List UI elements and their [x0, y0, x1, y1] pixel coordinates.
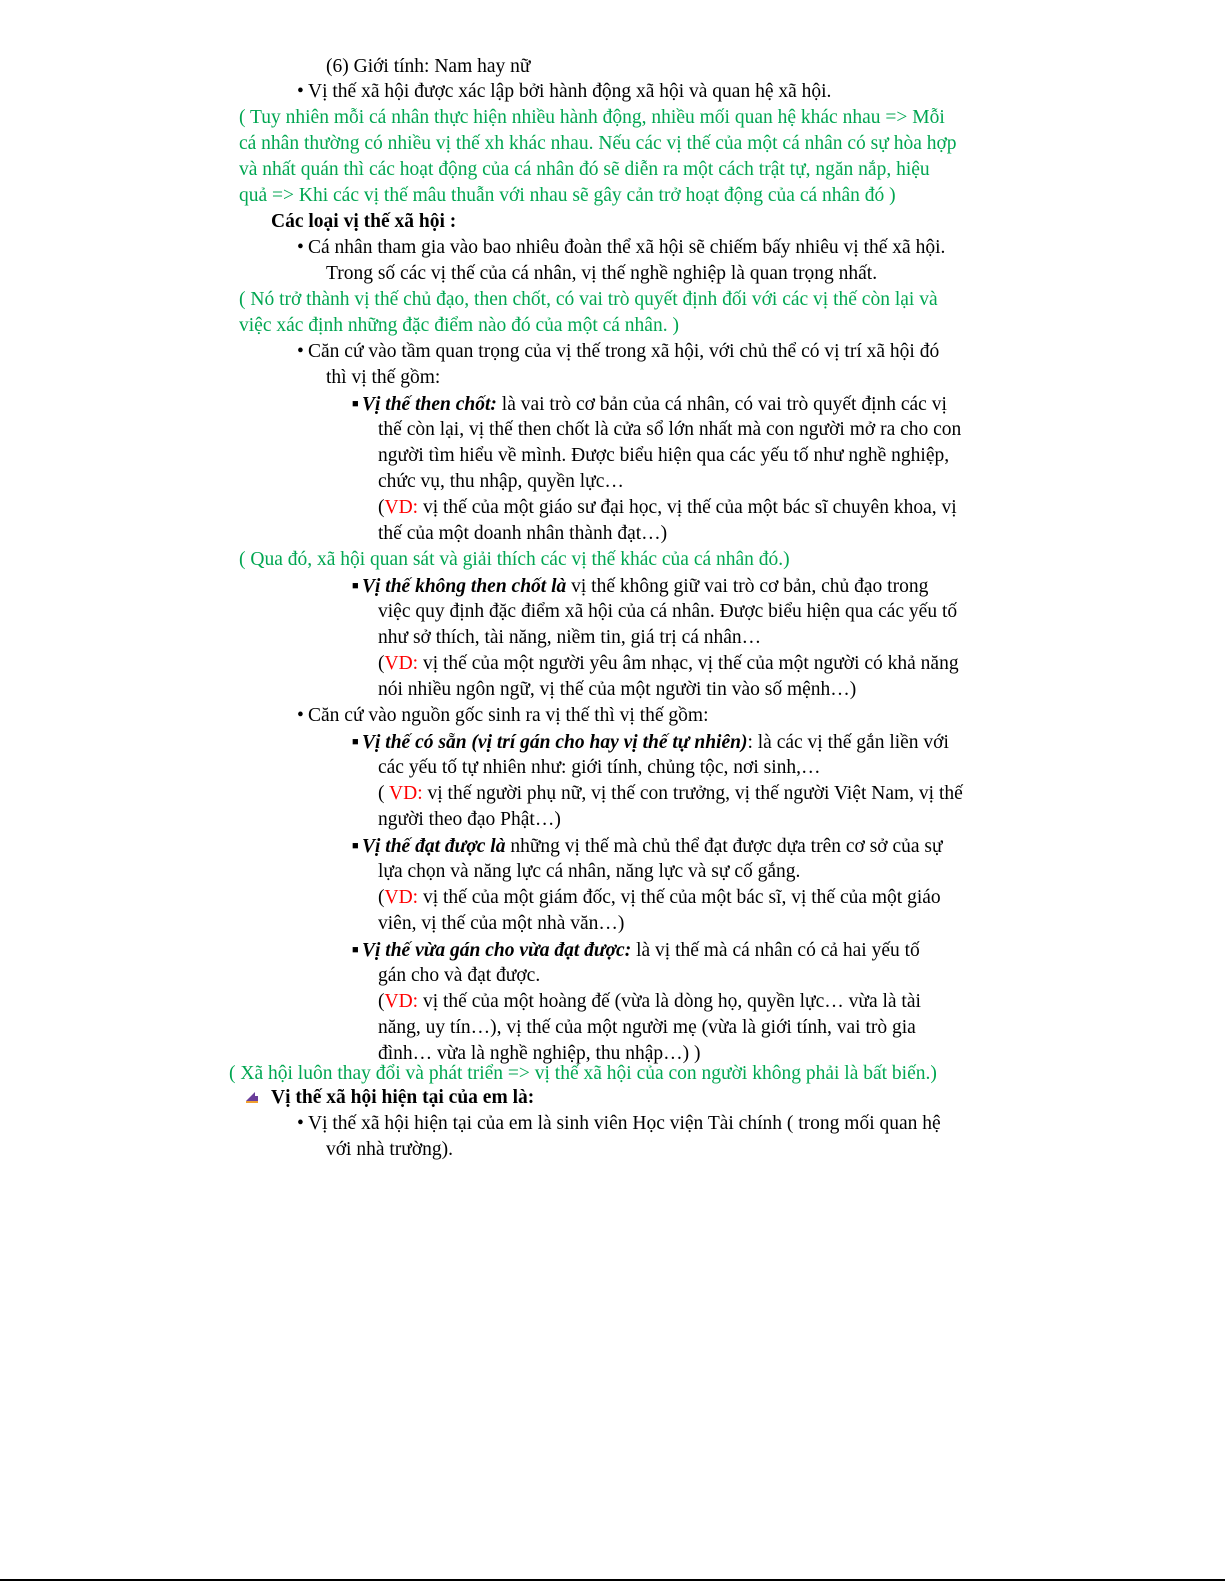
line-text: ( Tuy nhiên mỗi cá nhân thực hiện nhiều hành động, nhiều mối quan hệ khác nhau => Mỗi — [239, 107, 945, 128]
page-bottom-rule — [0, 1579, 1225, 1581]
bullet-icon: • — [297, 341, 304, 362]
line-text: vị thế của một hoàng đế (vừa là dòng họ, quyền lực… vừa là tài — [418, 991, 921, 1012]
line-text: Các loại vị thế xã hội : — [271, 211, 457, 232]
bullet-item — [297, 703, 709, 729]
example-label: VD: — [384, 887, 419, 908]
line-text: chức vụ, thu nhập, quyền lực… — [378, 471, 624, 492]
line-text: các yếu tố tự nhiên như: giới tính, chủng tộc, nơi sinh,… — [378, 757, 821, 778]
text-line — [378, 469, 624, 495]
line-text: là vị thế mà cá nhân có cả hai yếu tố — [631, 940, 920, 961]
line-text: những vị thế mà chủ thể đạt được dựa trên cơ sở của sự — [505, 836, 943, 857]
bullet-item — [297, 1111, 941, 1137]
term-label: Vị thế có sẵn (vị trí gán cho hay vị thế tự nhiên) — [362, 732, 748, 753]
line-text: : là các vị thế gắn liền với — [747, 732, 949, 753]
text-line — [326, 365, 440, 391]
line-text: người tìm hiểu về mình. Được biểu hiện qua các yếu tố như nghề nghiệp, — [378, 445, 950, 466]
green-note-line — [239, 313, 679, 339]
square-bullet-item — [352, 391, 947, 418]
line-text: gán cho và đạt được. — [378, 965, 541, 986]
square-bullet-icon: ■ — [352, 736, 359, 748]
text-line — [326, 54, 530, 80]
bullet-item — [297, 79, 831, 105]
line-text: Cá nhân tham gia vào bao nhiêu đoàn thể xã hội sẽ chiếm bấy nhiêu vị thế xã hội. — [308, 237, 946, 258]
square-bullet-item — [352, 937, 920, 964]
square-bullet-item — [352, 729, 949, 756]
text-line — [378, 677, 856, 703]
term-label: Vị thế không then chốt là — [362, 576, 567, 597]
paren: ( — [378, 991, 385, 1012]
line-text: ( Nó trở thành vị thế chủ đạo, then chốt, có vai trò quyết định đối với các vị thế còn lại và — [239, 289, 938, 310]
line-text: quả => Khi các vị thế mâu thuẫn với nhau sẽ gây cản trở hoạt động của cá nhân đó ) — [239, 185, 896, 206]
line-text: nói nhiều ngôn ngữ, vị thế của một người tin vào số mệnh…) — [378, 679, 857, 700]
green-note-line — [239, 183, 896, 209]
example-label: VD: — [384, 991, 419, 1012]
line-text: thế của một doanh nhân thành đạt…) — [378, 523, 668, 544]
line-text: ( Qua đó, xã hội quan sát và giải thích các vị thế khác của cá nhân đó.) — [239, 549, 790, 570]
line-text: cá nhân thường có nhiều vị thế xh khác nhau. Nếu các vị thế của một cá nhân có sự hòa hợp — [239, 133, 957, 154]
line-text: vị thế của một giáo sư đại học, vị thế của một bác sĩ chuyên khoa, vị — [418, 497, 957, 518]
green-note-line — [229, 1061, 937, 1087]
line-text: đình… vừa là nghề nghiệp, thu nhập…) ) — [378, 1043, 701, 1064]
line-text: thì vị thế gồm: — [326, 367, 441, 388]
text-line — [378, 911, 624, 937]
square-bullet-icon: ■ — [352, 944, 359, 956]
green-note-line — [239, 131, 957, 157]
line-text: lựa chọn và năng lực cá nhân, năng lực và sự cố gắng. — [378, 861, 801, 882]
paren: ( — [378, 783, 390, 804]
text-line — [378, 599, 957, 625]
example-line — [378, 781, 963, 807]
line-text: vị thế không giữ vai trò cơ bản, chủ đạo trong — [566, 576, 929, 597]
square-bullet-icon: ■ — [352, 580, 359, 592]
text-line — [378, 807, 561, 833]
paren: ( — [378, 497, 385, 518]
green-note-line — [239, 157, 930, 183]
paren: ( — [378, 887, 385, 908]
bullet-icon: • — [297, 81, 304, 102]
text-line — [378, 963, 540, 989]
line-text: là vai trò cơ bản của cá nhân, có vai trò quyết định các vị — [496, 394, 947, 415]
line-text: Trong số các vị thế của cá nhân, vị thế nghề nghiệp là quan trọng nhất. — [326, 263, 878, 284]
term-label: Vị thế vừa gán cho vừa đạt được: — [362, 940, 632, 961]
line-text: viên, vị thế của một nhà văn…) — [378, 913, 625, 934]
line-text: với nhà trường). — [326, 1139, 454, 1160]
text-line — [378, 521, 667, 547]
text-line — [378, 1015, 916, 1041]
example-line — [378, 495, 957, 521]
section-heading — [271, 1085, 534, 1111]
example-line — [378, 885, 941, 911]
example-label: VD: — [389, 783, 423, 804]
example-line — [378, 651, 959, 677]
example-label: VD: — [384, 497, 419, 518]
green-note-line — [239, 547, 790, 573]
text-line — [378, 417, 961, 443]
example-line — [378, 989, 921, 1015]
text-line — [378, 859, 800, 885]
line-text: vị thế người phụ nữ, vị thế con trưởng, vị thế người Việt Nam, vị thế — [422, 783, 963, 804]
line-text: (6) Giới tính: Nam hay nữ — [326, 56, 531, 77]
text-line — [378, 755, 821, 781]
line-text: thế còn lại, vị thế then chốt là cửa sổ lớn nhất mà con người mở ra cho con — [378, 419, 962, 440]
bullet-item — [297, 235, 945, 261]
square-bullet-item — [352, 833, 943, 860]
line-text: Vị thế xã hội được xác lập bởi hành động xã hội và quan hệ xã hội. — [308, 81, 832, 102]
line-text: việc xác định những đặc điểm nào đó của một cá nhân. ) — [239, 315, 679, 336]
line-text: năng, uy tín…), vị thế của một người mẹ (vừa là giới tính, vai trò gia — [378, 1017, 916, 1038]
section-heading — [271, 209, 456, 235]
bullet-icon: • — [297, 1113, 304, 1134]
term-label: Vị thế đạt được là — [362, 836, 506, 857]
bullet-item — [297, 339, 939, 365]
line-text: Căn cứ vào nguồn gốc sinh ra vị thế thì vị thế gồm: — [308, 705, 709, 726]
green-note-line — [239, 287, 938, 313]
paren: ( — [378, 653, 385, 674]
term-label: Vị thế then chốt: — [362, 394, 497, 415]
text-line — [326, 1137, 453, 1163]
line-text: người theo đạo Phật…) — [378, 809, 561, 830]
bullet-icon: • — [297, 705, 304, 726]
arrow-bullet-icon — [244, 1089, 260, 1105]
line-text: và nhất quán thì các hoạt động của cá nhân đó sẽ diễn ra một cách trật tự, ngăn nắp, hiệu — [239, 159, 930, 180]
line-text: ( Xã hội luôn thay đổi và phát triển => vị thế xã hội của con người không phải là bất biến.) — [229, 1063, 937, 1084]
square-bullet-icon: ■ — [352, 840, 359, 852]
square-bullet-icon: ■ — [352, 398, 359, 410]
line-text: Vị thế xã hội hiện tại của em là sinh viên Học viện Tài chính ( trong mối quan hệ — [308, 1113, 941, 1134]
green-note-line — [239, 105, 945, 131]
square-bullet-item — [352, 573, 928, 600]
example-label: VD: — [384, 653, 419, 674]
text-line — [326, 261, 877, 287]
text-line — [378, 625, 761, 651]
line-text: Vị thế xã hội hiện tại của em là: — [271, 1087, 535, 1108]
bullet-icon: • — [297, 237, 304, 258]
line-text: Căn cứ vào tầm quan trọng của vị thế trong xã hội, với chủ thể có vị trí xã hội đó — [308, 341, 940, 362]
line-text: vị thế của một giám đốc, vị thế của một bác sĩ, vị thế của một giáo — [418, 887, 941, 908]
line-text: như sở thích, tài năng, niềm tin, giá trị cá nhân… — [378, 627, 762, 648]
text-line — [378, 443, 949, 469]
line-text: vị thế của một người yêu âm nhạc, vị thế của một người có khả năng — [418, 653, 959, 674]
line-text: việc quy định đặc điểm xã hội của cá nhân. Được biểu hiện qua các yếu tố — [378, 601, 958, 622]
